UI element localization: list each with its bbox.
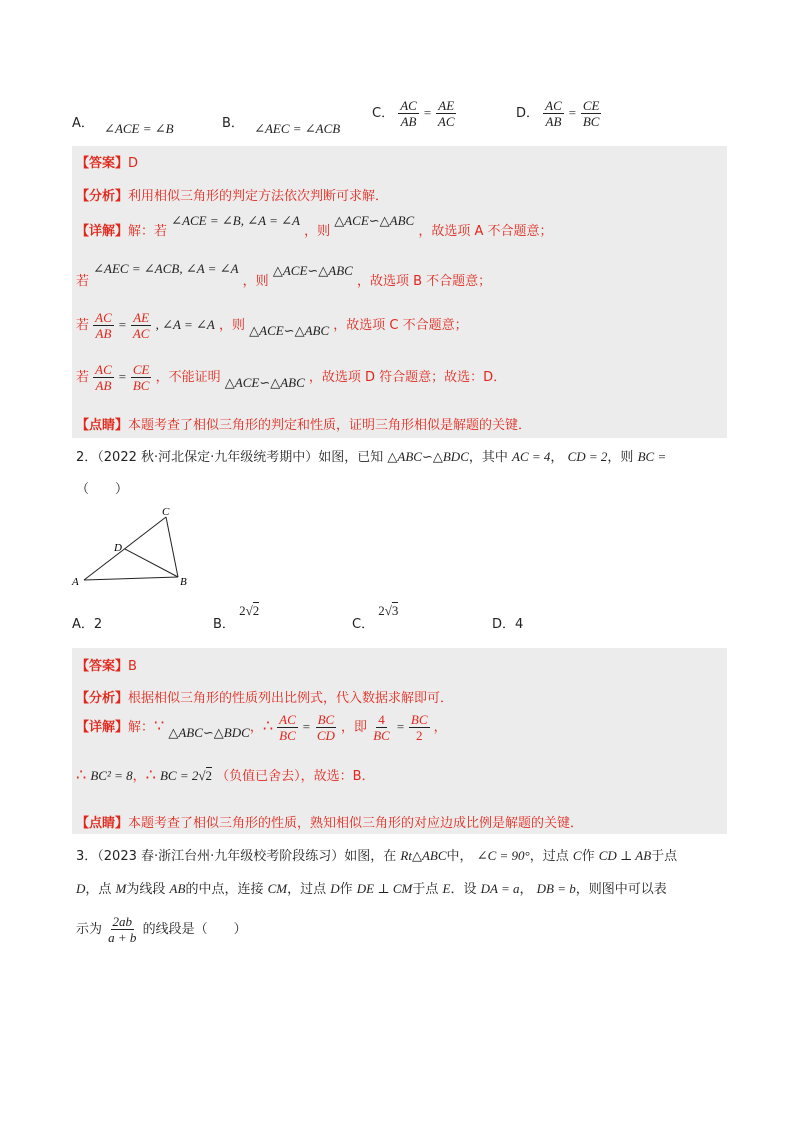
fraction: [436, 98, 457, 129]
q2-detail-line-1: 【详解】解：∵ △ABC∽△BDC，∴ $\frac{AC}{BC}$ = $\frac{BC}{CD}$ ，即 $\frac{4}{BC}$ = $\frac{BC}{2}$ ，: [76, 712, 447, 743]
denominator: CD: [316, 728, 335, 743]
text: 作: [339, 882, 353, 897]
math: CM: [267, 881, 288, 896]
detail-tag: 【详解】: [76, 224, 129, 239]
math: D: [330, 881, 340, 896]
because-symbol: ∵: [154, 716, 165, 735]
fraction: [315, 712, 337, 743]
text: ，故选项 D 符合题意；故选：D．: [308, 370, 507, 385]
numerator: AC: [545, 98, 562, 113]
text: 的线段是（ ）: [142, 922, 247, 937]
fraction: [277, 712, 298, 743]
fraction: [131, 362, 152, 393]
math: AC = 4: [512, 449, 551, 464]
label-b: B: [180, 576, 187, 588]
numerator: 2ab: [112, 914, 133, 929]
text: 解：: [128, 720, 155, 735]
denominator: AB: [545, 114, 562, 129]
option-letter: C．: [372, 106, 395, 121]
answer-value: B: [128, 659, 137, 674]
math: ∠AEC = ∠ACB, ∠A = ∠A: [93, 261, 239, 276]
option-expr: ∠AEC = ∠ACB: [254, 121, 341, 136]
fraction: [93, 310, 114, 341]
text: 若: [76, 370, 90, 385]
q1-detail-line-1: [76, 210, 553, 239]
math: C: [572, 848, 582, 863]
numerator: CE: [582, 98, 600, 113]
text: ，则: [218, 318, 245, 333]
text: 示为: [76, 922, 103, 937]
therefore-symbol: ∴: [145, 765, 156, 784]
math: BC² = 8: [90, 768, 133, 783]
text: ，过点: [529, 849, 569, 864]
sqrt-symbol: √3: [384, 603, 399, 618]
math: ∠ACE = ∠B, ∠A = ∠A: [171, 213, 300, 228]
text: 若: [76, 318, 90, 333]
text: ，: [433, 720, 447, 735]
answer-value: D: [128, 156, 139, 171]
text: 中，: [446, 849, 473, 864]
text: 若: [76, 274, 90, 289]
q1-comment: [76, 414, 531, 433]
text: ，: [132, 769, 146, 784]
q2-triangle-figure: [70, 505, 200, 590]
text: 为线段: [126, 882, 166, 897]
coefficient: 2: [239, 603, 246, 618]
math: , ∠A = ∠A: [155, 317, 215, 332]
text: ，故选项 B 不合题意；: [356, 274, 492, 289]
label-a: A: [72, 576, 79, 588]
denominator: BC: [132, 378, 150, 393]
denominator: BC: [373, 728, 390, 743]
text: ，则图中可以表: [575, 882, 667, 897]
answer-tag: 【答案】: [76, 156, 129, 171]
q2-answer: [76, 655, 137, 674]
fraction: [581, 98, 602, 129]
radicand: 3: [391, 603, 399, 618]
numerator: AC: [95, 310, 112, 325]
numerator: AC: [95, 362, 112, 377]
numerator: BC: [410, 712, 428, 727]
comment-tag: 【点睛】: [76, 418, 129, 433]
analysis-tag: 【分析】: [76, 189, 129, 204]
therefore-symbol: ∴: [76, 765, 87, 784]
text: ，即: [341, 720, 368, 735]
label-d: D: [114, 542, 122, 554]
text: ，则: [242, 274, 269, 289]
text: ，则: [607, 450, 634, 465]
text: （负值已舍去）: [216, 769, 301, 784]
question-source: （2023 春·浙江台州·九年级校考阶段练习）: [97, 849, 345, 864]
q2-option-d: [492, 613, 523, 632]
radicand: 2: [205, 768, 212, 783]
math: BC =: [637, 449, 667, 464]
q2-option-a: [72, 613, 102, 632]
denominator: AB: [95, 378, 112, 393]
question-source: （2022 秋·河北保定·九年级统考期中）: [97, 450, 319, 465]
q2-stem: [76, 446, 666, 465]
q2-option-b: [213, 600, 260, 632]
numerator: AC: [279, 712, 296, 727]
q1-analysis: [76, 185, 388, 204]
fraction: [409, 712, 430, 743]
comment-text: 本题考查了相似三角形的性质，熟知相似三角形的对应边成比例是解题的关键．: [128, 816, 584, 831]
numerator: AC: [400, 98, 417, 113]
fraction: [131, 310, 152, 341]
equals: =: [422, 105, 432, 120]
text: 于点: [651, 849, 678, 864]
math: DE ⊥ CM: [356, 881, 413, 896]
comment-tag: 【点睛】: [76, 816, 129, 831]
coefficient: 2: [378, 603, 385, 618]
text: 于点: [412, 882, 439, 897]
text: ．设: [450, 882, 477, 897]
math: CD ⊥ AB: [598, 848, 652, 863]
option-letter: C．: [352, 617, 375, 632]
q1-detail-line-3: 若 $\frac{AC}{AB}$ = $\frac{AE}{AC}$ , ∠A = ∠A ，则 △ACE∽△ABC ，故选项 C 不合题意；: [76, 310, 468, 341]
option-value: 2: [93, 617, 103, 632]
edge-ac: [84, 517, 166, 580]
question-number: 2．: [76, 450, 98, 465]
radicand: 2: [252, 603, 260, 618]
math: CD = 2: [567, 449, 608, 464]
detail-tag: 【详解】: [76, 720, 129, 735]
text: ，: [519, 882, 533, 897]
fraction: [371, 712, 392, 743]
math: DA = a: [480, 881, 520, 896]
option-value: 4: [515, 617, 524, 632]
option-letter: B．: [222, 116, 244, 131]
text: 如图，在: [344, 849, 397, 864]
question-number: 3．: [76, 849, 98, 864]
fraction: [93, 362, 114, 393]
text: 作: [581, 849, 595, 864]
math: DB = b: [536, 881, 576, 896]
option-expr: ∠ACE = ∠B: [104, 121, 174, 136]
q2-option-c: [352, 600, 399, 632]
denominator: BC: [279, 728, 296, 743]
fraction: [398, 98, 419, 129]
fraction: [543, 98, 564, 129]
denominator: AC: [437, 114, 455, 129]
q2-paren: （ ）: [76, 482, 129, 497]
denominator: AB: [400, 114, 417, 129]
q1-option-d: [516, 98, 601, 129]
text: ，其中: [468, 450, 508, 465]
text: 如图，已知: [318, 450, 384, 465]
denominator: BC: [582, 114, 600, 129]
option-letter: A．: [72, 617, 94, 632]
text: ，点: [85, 882, 112, 897]
edge-db: [125, 549, 178, 577]
edge-cb: [166, 517, 178, 577]
numerator: AE: [438, 98, 455, 113]
text: ，: [249, 720, 263, 735]
q1-option-b: [222, 112, 341, 136]
comment-text: 本题考查了相似三角形的判定和性质，证明三角形相似是解题的关键．: [128, 418, 532, 433]
label-c: C: [162, 506, 170, 518]
q1-option-a: [72, 112, 174, 136]
edge-ab: [84, 577, 178, 580]
denominator: 2: [415, 728, 423, 743]
fraction: [106, 914, 138, 945]
analysis-text: 利用相似三角形的判定方法依次判断可求解．: [128, 189, 389, 204]
analysis-text: 根据相似三角形的性质列出比例式，代入数据求解即可．: [128, 691, 454, 706]
math: △ACE∽△ABC: [224, 375, 305, 390]
math: △ABC∽△BDC: [387, 449, 469, 464]
q1-option-c: [372, 98, 457, 129]
option-letter: D．: [492, 617, 516, 632]
sqrt-symbol: √2: [198, 768, 212, 783]
math: M: [115, 881, 127, 896]
math: D: [76, 881, 86, 896]
q3-line-2: [76, 878, 667, 897]
text: ，过点: [287, 882, 327, 897]
option-letter: B．: [213, 617, 235, 632]
denominator: AB: [95, 326, 112, 341]
text: ，不能证明: [155, 370, 221, 385]
q2-analysis: [76, 687, 453, 706]
math: BC = 2: [159, 768, 199, 783]
numerator: CE: [132, 362, 150, 377]
option-letter: D．: [516, 106, 540, 121]
denominator: a + b: [108, 930, 137, 945]
math: ∠C = 90°: [476, 848, 530, 863]
q1-answer: [76, 152, 138, 171]
therefore-symbol: ∴: [262, 716, 274, 735]
q3-line-1: [76, 845, 677, 864]
q1-detail-line-4: 若 $\frac{AC}{AB}$ = $\frac{CE}{BC}$ ，不能证明 △ACE∽△ABC ，故选项 D 符合题意；故选：D．: [76, 362, 507, 393]
numerator: BC: [317, 712, 335, 727]
option-letter: A．: [72, 116, 94, 131]
equals: =: [567, 105, 577, 120]
text: ，故选：B．: [300, 769, 375, 784]
answer-tag: 【答案】: [76, 659, 129, 674]
denominator: AC: [132, 326, 150, 341]
math: E: [442, 881, 451, 896]
math: △ABC∽△BDC: [168, 725, 250, 740]
text: ，故选项 C 不合题意；: [333, 318, 468, 333]
math: Rt△ABC: [400, 848, 447, 863]
q2-comment: [76, 812, 583, 831]
q1-detail-line-2: [76, 258, 492, 289]
math: AB: [169, 881, 186, 896]
text: ，故选项 A 不合题意；: [418, 224, 553, 239]
math: △ACE∽△ABC: [334, 213, 415, 228]
text: ，则: [304, 224, 331, 239]
numerator: AE: [133, 310, 150, 325]
text: 解：若: [128, 224, 168, 239]
math: △ACE∽△ABC: [249, 323, 330, 338]
math: △ACE∽△ABC: [272, 263, 353, 278]
text: ，: [550, 450, 564, 465]
q2-detail-line-2: [76, 765, 375, 784]
analysis-tag: 【分析】: [76, 691, 129, 706]
q3-line-3: [76, 914, 247, 945]
text: 的中点，连接: [185, 882, 264, 897]
numerator: 4: [378, 712, 385, 727]
sqrt-symbol: √2: [245, 603, 260, 618]
